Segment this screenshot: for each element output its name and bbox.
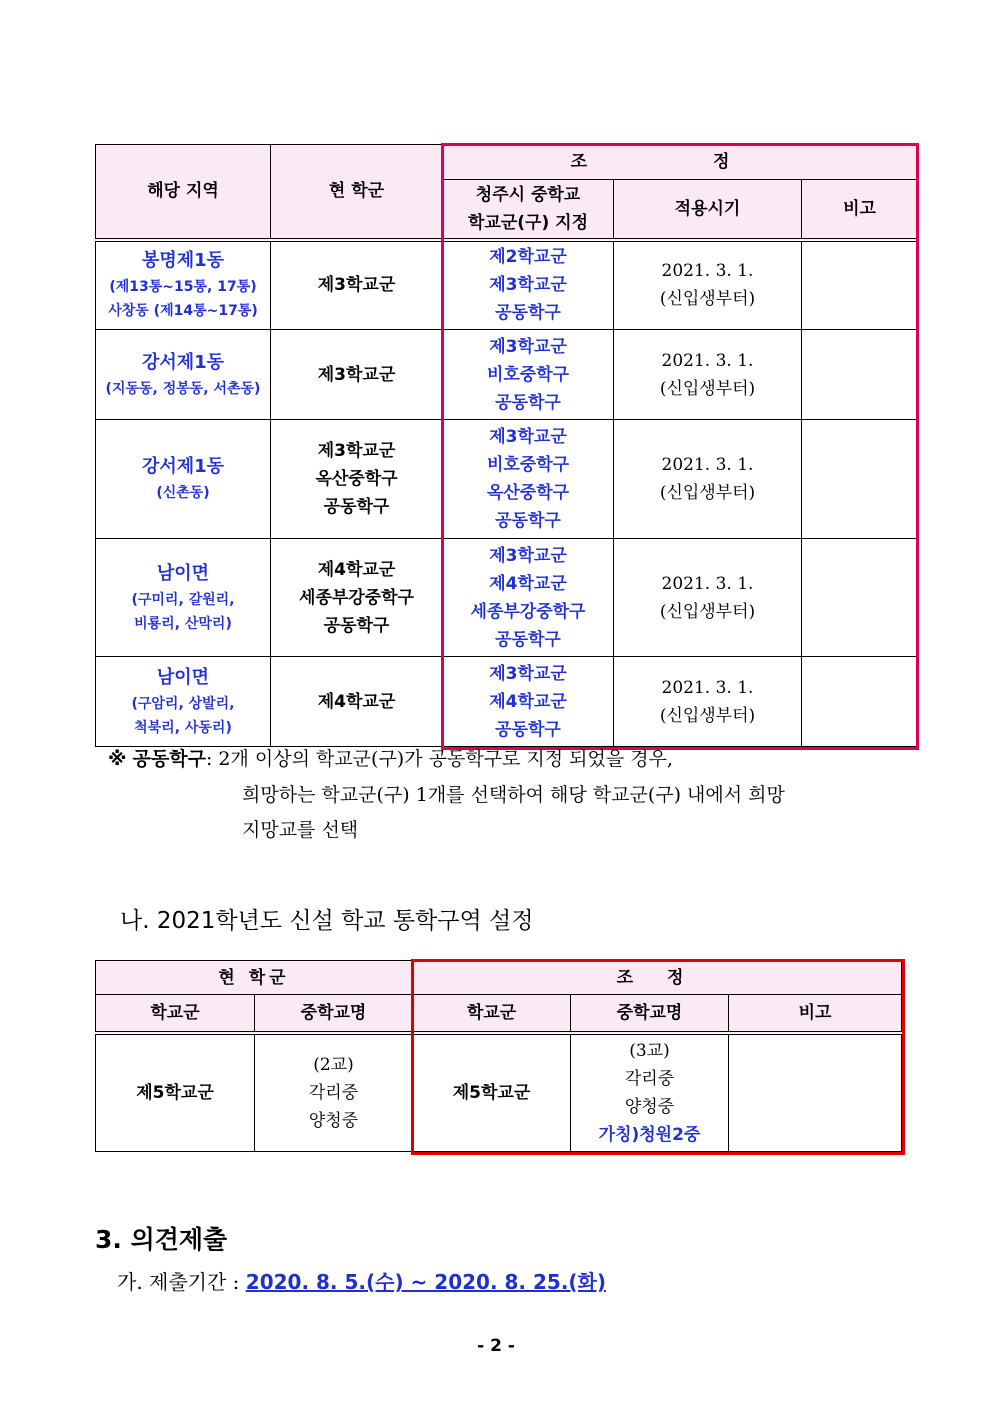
designation-line: 세종부강중학구 bbox=[470, 601, 586, 622]
designation-line: 공동학구 bbox=[495, 392, 561, 413]
header-school-name: 중학교명 bbox=[571, 995, 729, 1033]
designation-cell bbox=[443, 539, 614, 657]
section-na-title: 나. 2021학년도 신설 학교 통학구역 설정 bbox=[120, 908, 534, 934]
note-line-2: 희망하는 학교군(구) 1개를 선택하여 해당 학교군(구) 내에서 희망 bbox=[242, 784, 785, 806]
new-school-table bbox=[95, 960, 902, 1152]
period-note: (신입생부터) bbox=[659, 483, 756, 503]
header-school-name: 중학교명 bbox=[255, 995, 413, 1033]
table-row bbox=[96, 420, 918, 539]
period-note: (신입생부터) bbox=[659, 289, 756, 310]
school-count: (3교) bbox=[629, 1040, 670, 1061]
region-detail: (구암리, 상발리, bbox=[131, 695, 235, 712]
header-current: 현 학군 bbox=[271, 145, 443, 240]
new-school-name: 가칭)청원2중 bbox=[598, 1124, 701, 1145]
designation-line: 공동학구 bbox=[495, 303, 561, 324]
designation-line: 공동학구 bbox=[495, 719, 561, 740]
designation-line: 옥산중학구 bbox=[486, 483, 570, 503]
designation-line: 제2학교군 bbox=[489, 247, 567, 268]
header-adjust: 조 정 bbox=[443, 145, 918, 180]
region-name: 강서제1동 bbox=[141, 456, 225, 477]
header-designation-line2: 학교군(구) 지정 bbox=[468, 212, 588, 233]
remarks-cell bbox=[802, 657, 918, 747]
header-current-group: 현 학군 bbox=[96, 961, 413, 995]
region-detail: (제13통~15통, 17통) bbox=[109, 279, 257, 296]
remarks-cell bbox=[802, 330, 918, 420]
period-note: (신입생부터) bbox=[659, 601, 756, 622]
region-detail: (신촌동) bbox=[156, 485, 210, 501]
table-row bbox=[96, 539, 918, 657]
region-detail: 비룡리, 산막리) bbox=[134, 615, 232, 632]
region-cell bbox=[96, 240, 271, 330]
designation-line: 비호중학구 bbox=[486, 455, 570, 475]
region-cell bbox=[96, 539, 271, 657]
designation-line: 제3학교군 bbox=[489, 336, 567, 357]
designation-line: 제3학교군 bbox=[489, 427, 567, 447]
current-line: 공동학구 bbox=[323, 615, 390, 636]
note-mark: ※ bbox=[108, 748, 127, 770]
note-text-1: : 2개 이상의 학교군(구)가 공동학구로 지정 되었을 경우, bbox=[205, 748, 674, 770]
current-cell bbox=[271, 240, 443, 330]
region-name: 남이면 bbox=[156, 562, 210, 584]
school-name: 양청중 bbox=[308, 1110, 359, 1131]
region-detail: (구미리, 갈원리, bbox=[131, 591, 235, 608]
current-line: 옥산중학구 bbox=[315, 469, 398, 489]
designation-cell bbox=[443, 240, 614, 330]
designation-cell bbox=[443, 330, 614, 420]
current-line: 세종부강중학구 bbox=[299, 587, 414, 608]
submission-period-label: 가. 제출기간 : bbox=[117, 1270, 240, 1294]
remarks-cell bbox=[802, 539, 918, 657]
region-name: 강서제1동 bbox=[141, 351, 225, 373]
period-note: (신입생부터) bbox=[659, 705, 756, 726]
designation-line: 공동학구 bbox=[495, 629, 561, 650]
current-line: 제3학교군 bbox=[317, 275, 396, 296]
remarks-cell bbox=[802, 420, 918, 539]
header-region: 해당 지역 bbox=[96, 145, 271, 240]
designation-line: 제3학교군 bbox=[489, 275, 567, 296]
period-date: 2021. 3. 1. bbox=[661, 455, 754, 475]
region-name: 봉명제1동 bbox=[141, 250, 225, 272]
school-name: 양청중 bbox=[624, 1096, 675, 1117]
current-cell bbox=[271, 420, 443, 539]
current-cell bbox=[271, 539, 443, 657]
period-date: 2021. 3. 1. bbox=[661, 677, 754, 698]
remarks-cell bbox=[729, 1033, 902, 1152]
period-date: 2021. 3. 1. bbox=[661, 350, 754, 371]
school-count: (2교) bbox=[313, 1054, 354, 1075]
current-group-cell: 제5학교군 bbox=[96, 1033, 255, 1152]
table-row bbox=[96, 657, 918, 747]
region-detail: (지동동, 정봉동, 서촌동) bbox=[105, 380, 261, 397]
current-line: 제4학교군 bbox=[317, 559, 396, 580]
designation-line: 비호중학구 bbox=[486, 364, 570, 385]
header-remarks: 비고 bbox=[729, 995, 902, 1033]
note-term: 공동학구 bbox=[132, 748, 206, 770]
current-cell bbox=[271, 330, 443, 420]
header-remarks: 비고 bbox=[802, 180, 918, 240]
designation-line: 제4학교군 bbox=[489, 573, 567, 594]
school-name: 각리중 bbox=[624, 1068, 675, 1089]
note-line-3: 지망교를 선택 bbox=[242, 819, 359, 841]
designation-line: 제4학교군 bbox=[489, 691, 567, 712]
region-detail: 사창동 (제14통~17통) bbox=[108, 303, 258, 320]
region-cell bbox=[96, 330, 271, 420]
header-school-group: 학교군 bbox=[96, 995, 255, 1033]
period-date: 2021. 3. 1. bbox=[661, 573, 754, 594]
designation-line: 공동학구 bbox=[495, 511, 561, 531]
current-line: 공동학구 bbox=[323, 497, 390, 517]
header-period: 적용시기 bbox=[614, 180, 802, 240]
region-name: 남이면 bbox=[156, 666, 210, 688]
period-cell bbox=[614, 539, 802, 657]
region-cell bbox=[96, 657, 271, 747]
region-cell bbox=[96, 420, 271, 539]
period-cell bbox=[614, 240, 802, 330]
period-cell bbox=[614, 330, 802, 420]
current-line: 제4학교군 bbox=[317, 691, 396, 712]
current-schools-cell bbox=[255, 1033, 413, 1152]
period-cell bbox=[614, 657, 802, 747]
designation-line: 제3학교군 bbox=[489, 663, 567, 684]
designation-cell bbox=[443, 657, 614, 747]
adjust-schools-cell bbox=[571, 1033, 729, 1152]
designation-line: 제3학교군 bbox=[489, 545, 567, 566]
submission-period bbox=[117, 1267, 606, 1297]
note-line-1 bbox=[108, 744, 673, 774]
table-row bbox=[96, 330, 918, 420]
designation-cell bbox=[443, 420, 614, 539]
period-note: (신입생부터) bbox=[659, 378, 756, 399]
table-row bbox=[96, 240, 918, 330]
page-number: - 2 - bbox=[477, 1336, 515, 1356]
adjust-group-cell: 제5학교군 bbox=[413, 1033, 571, 1152]
header-designation bbox=[443, 180, 614, 240]
period-date: 2021. 3. 1. bbox=[661, 261, 754, 282]
section-3-title: 3. 의견제출 bbox=[95, 1225, 228, 1254]
period-cell bbox=[614, 420, 802, 539]
current-line: 제3학교군 bbox=[317, 441, 396, 461]
remarks-cell bbox=[802, 240, 918, 330]
submission-period-value: 2020. 8. 5.(수) ~ 2020. 8. 25.(화) bbox=[245, 1270, 607, 1294]
region-detail: 척북리, 사동리) bbox=[134, 719, 232, 736]
header-adjust-group: 조 정 bbox=[413, 961, 902, 995]
header-designation-line1: 청주시 중학교 bbox=[475, 184, 581, 205]
school-name: 각리중 bbox=[308, 1082, 359, 1103]
current-cell bbox=[271, 657, 443, 747]
adjustment-table bbox=[95, 144, 918, 747]
current-line: 제3학교군 bbox=[317, 364, 396, 385]
header-school-group: 학교군 bbox=[413, 995, 571, 1033]
table-row bbox=[96, 1033, 902, 1152]
